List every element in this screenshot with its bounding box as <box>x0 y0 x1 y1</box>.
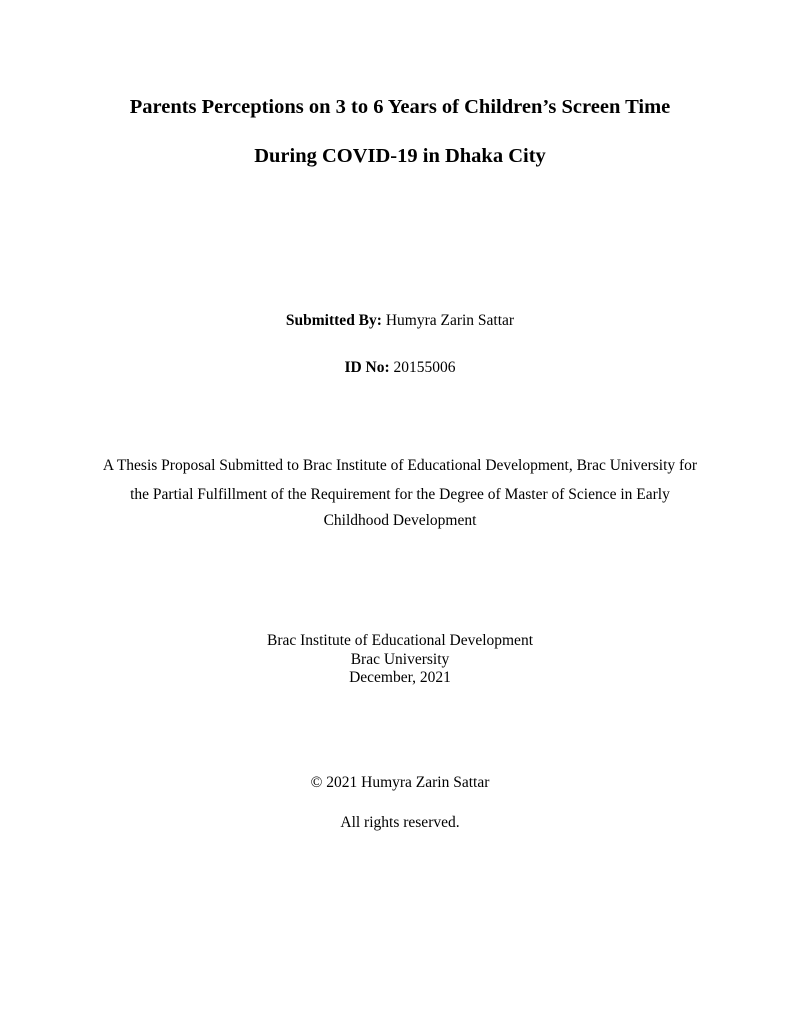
rights-reserved: All rights reserved. <box>340 814 460 831</box>
submitted-by <box>0 312 800 330</box>
submitted-by-value: Humyra Zarin Sattar <box>381 312 515 329</box>
submission-date: December, 2021 <box>349 669 451 686</box>
id-number <box>0 359 800 377</box>
institution-name: Brac Institute of Educational Development <box>267 632 533 649</box>
id-value: 20155006 <box>389 359 456 376</box>
statement-line-1: A Thesis Proposal Submitted to Brac Institute of Educational Development, Brac University for <box>102 457 698 474</box>
statement-line-2: the Partial Fulfillment of the Requirement for the Degree of Master of Science in Early <box>130 486 670 503</box>
submitted-by-label: Submitted By: <box>285 312 382 329</box>
title-line-1: Parents Perceptions on 3 to 6 Years of Children’s Screen Time <box>129 96 671 118</box>
title-line-2: During COVID-19 in Dhaka City <box>254 145 546 167</box>
copyright-notice: © 2021 Humyra Zarin Sattar <box>310 774 490 791</box>
statement-line-3: Childhood Development <box>323 512 477 529</box>
university-name: Brac University <box>350 651 450 668</box>
id-label: ID No: <box>344 359 390 376</box>
